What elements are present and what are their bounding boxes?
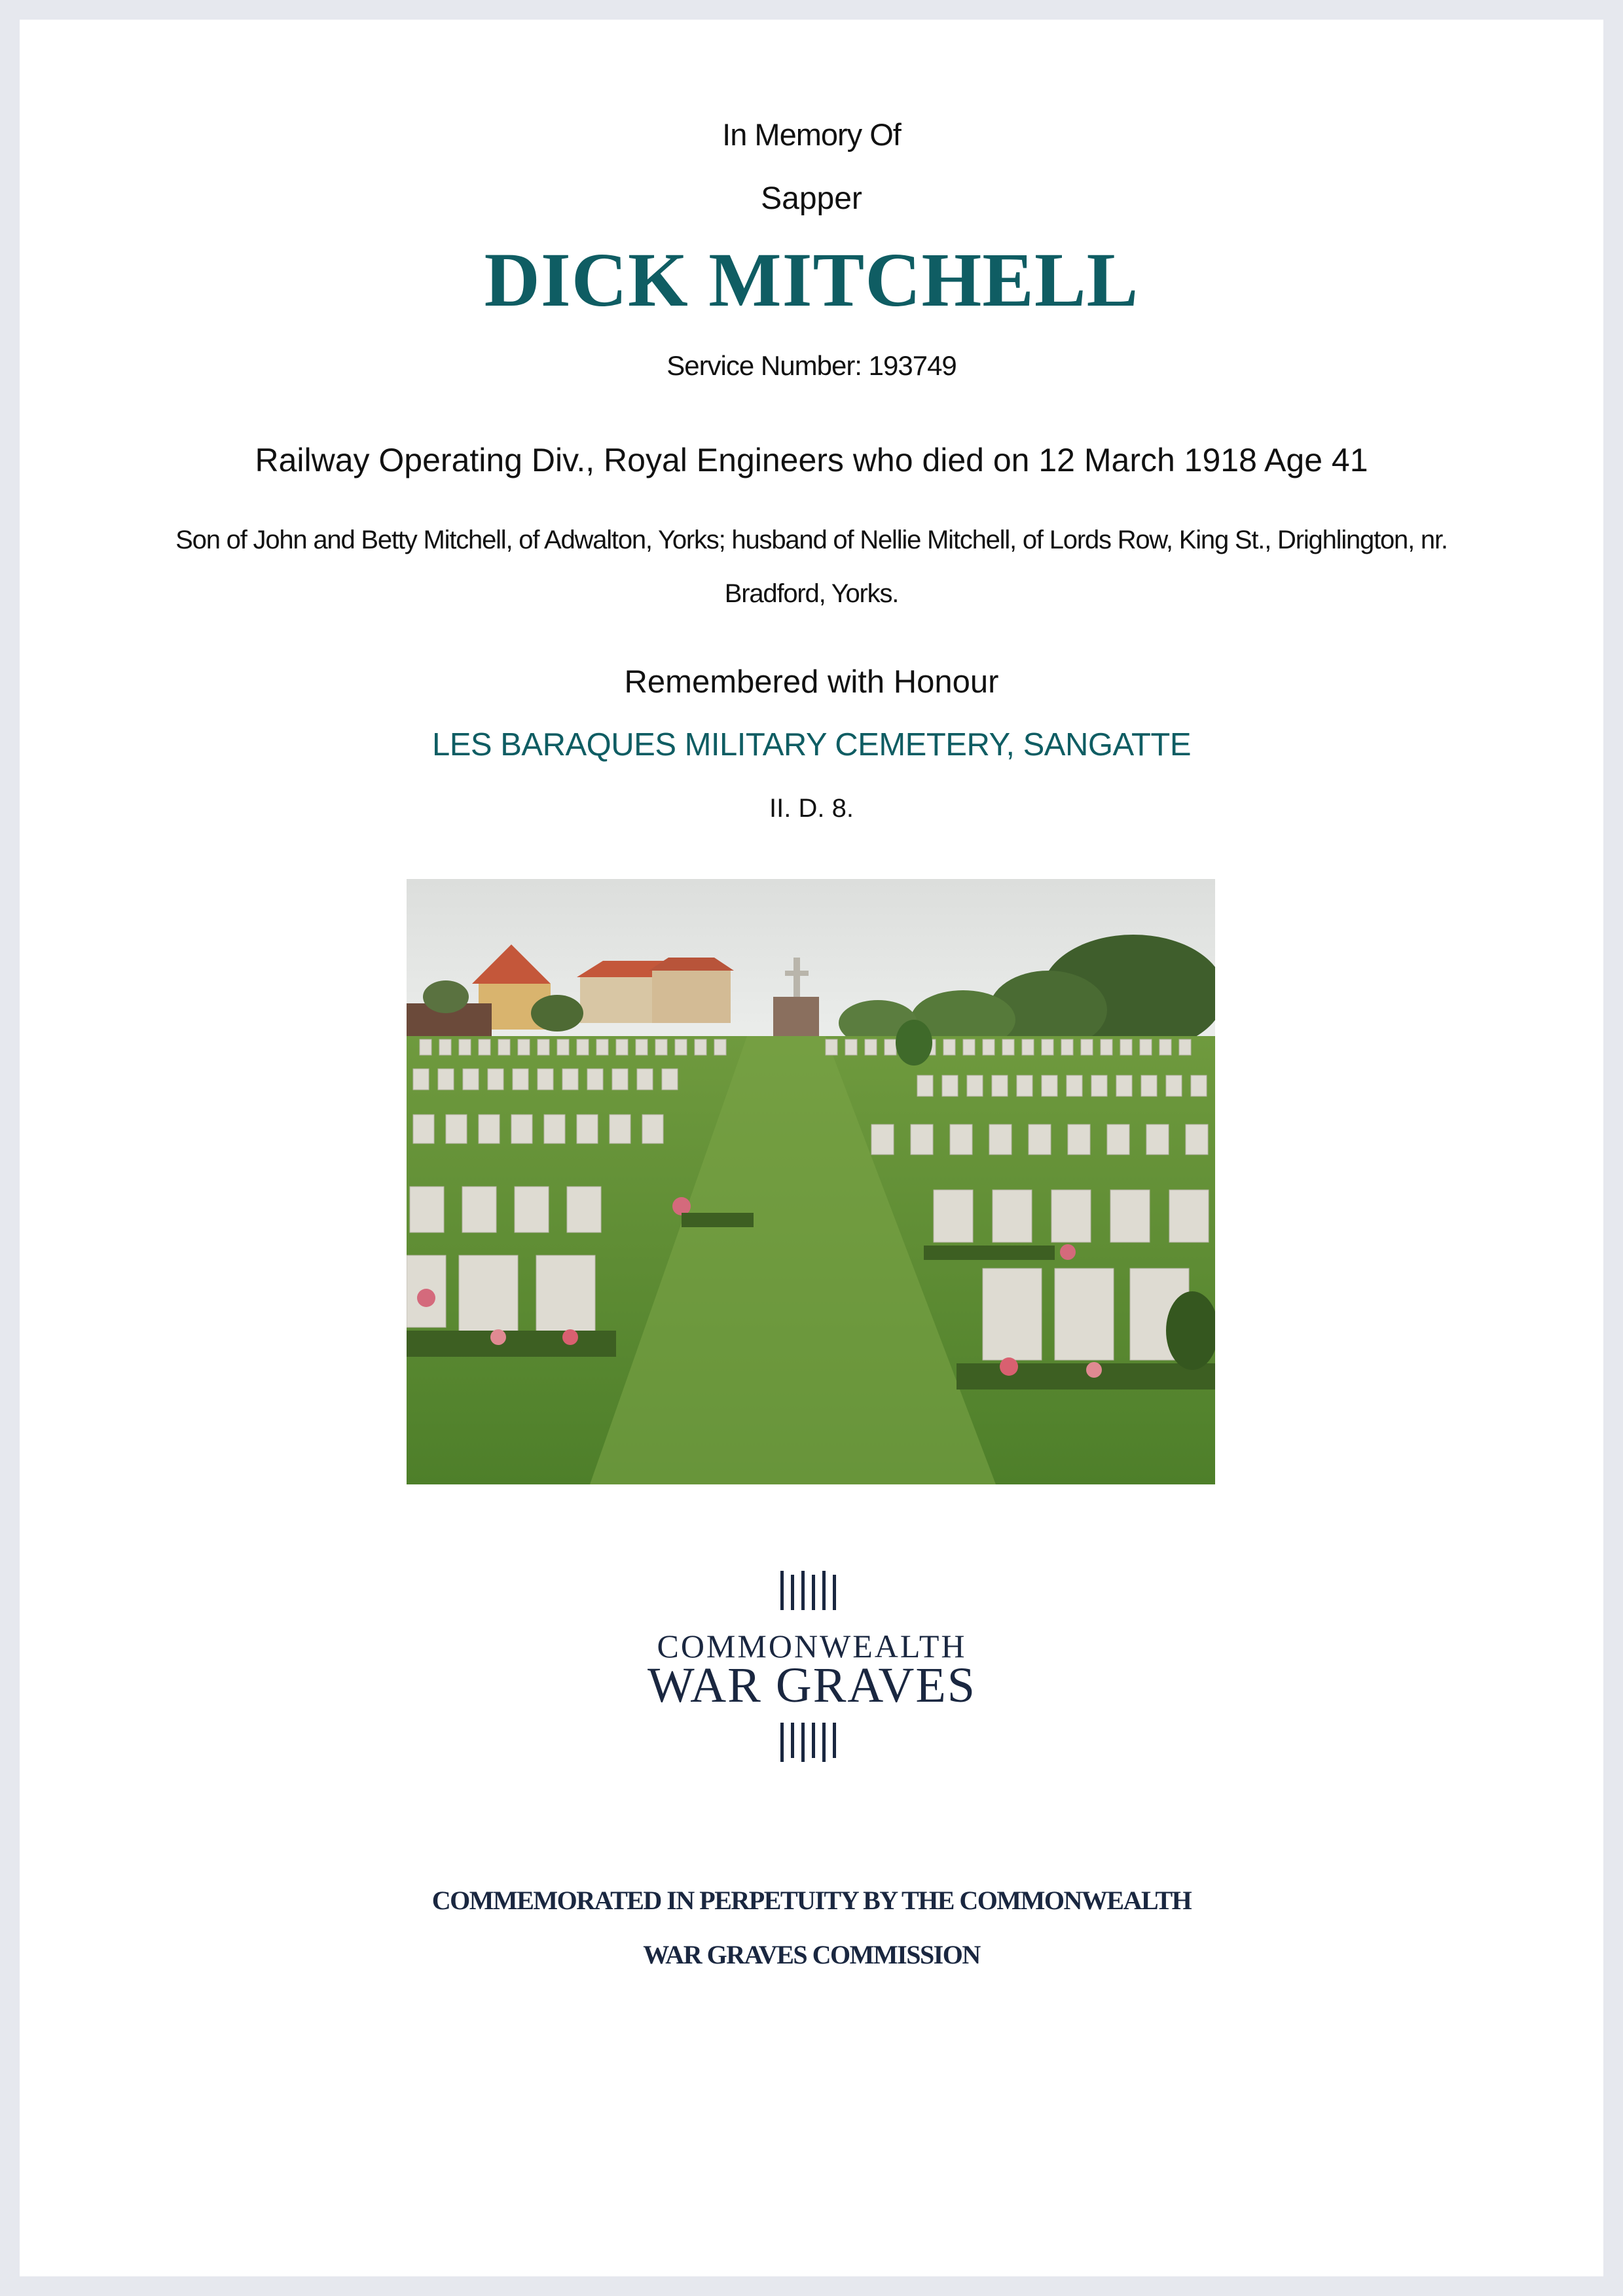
rank: Sapper	[761, 181, 862, 216]
logo-top-pillars	[780, 1571, 836, 1610]
cemetery-photo	[407, 879, 1215, 1484]
memory-heading: In Memory Of	[722, 117, 901, 152]
logo-text-line-2: WAR GRAVES	[647, 1658, 977, 1713]
unit-and-death-line: Railway Operating Div., Royal Engineers who died on 12 March 1918 Age 41	[255, 442, 1368, 478]
service-number: Service Number: 193749	[666, 350, 957, 381]
remembered-with-honour: Remembered with Honour	[624, 664, 999, 700]
logo-bottom-pillars	[780, 1723, 836, 1762]
cemetery-name: LES BARAQUES MILITARY CEMETERY, SANGATTE	[431, 727, 1192, 762]
family-details-line-1: Son of John and Betty Mitchell, of Adwalton, Yorks; husband of Nellie Mitchell, of Lords Row, King St., Drighlington, nr.	[175, 526, 1448, 554]
commission-footer-line-1: COMMEMORATED IN PERPETUITY BY THE COMMONWEALTH	[431, 1886, 1192, 1915]
commission-footer-line-2: WAR GRAVES COMMISSION	[643, 1940, 980, 1969]
grave-reference: II. D. 8.	[769, 794, 854, 823]
cwgc-logo	[642, 1571, 982, 1800]
casualty-name: DICK MITCHELL	[484, 237, 1139, 323]
family-details-line-2: Bradford, Yorks.	[724, 579, 899, 608]
logo-text-line-1: COMMONWEALTH	[657, 1628, 967, 1664]
certificate-page	[20, 20, 1603, 2276]
